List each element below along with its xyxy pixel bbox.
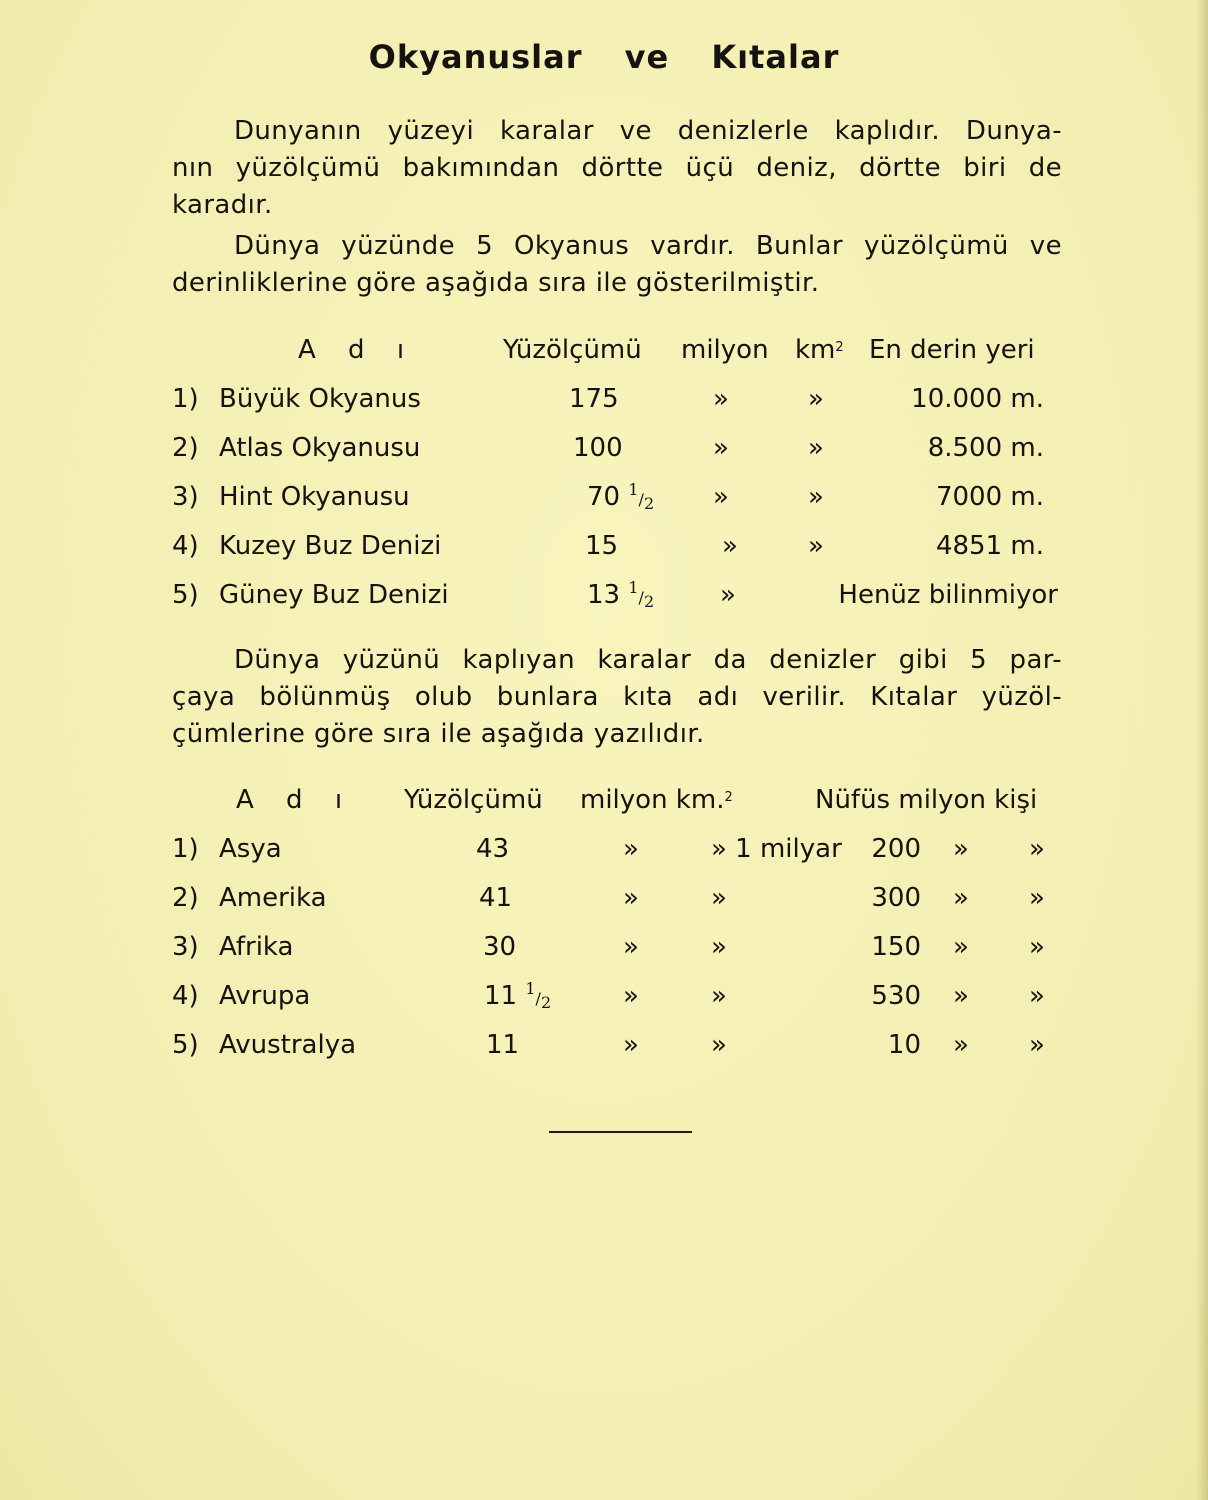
table-row bbox=[0, 927, 1208, 976]
ocean-name: Hint Okyanusu bbox=[219, 482, 410, 512]
ditto-mark-billion: » 1 milyar bbox=[711, 834, 842, 864]
fraction-denominator: 2 bbox=[643, 592, 655, 611]
intro-paragraph bbox=[172, 113, 1062, 224]
fraction-denominator: 2 bbox=[643, 494, 655, 513]
ocean-area bbox=[587, 477, 654, 520]
table-header-row bbox=[0, 330, 1208, 379]
km-label: km bbox=[795, 335, 836, 365]
continents-paragraph bbox=[172, 642, 1062, 753]
ditto-mark: » bbox=[1029, 1030, 1045, 1060]
ditto-mark: » bbox=[713, 482, 729, 512]
continent-population: 150 bbox=[871, 932, 921, 962]
ocean-name: Kuzey Buz Denizi bbox=[219, 531, 442, 561]
ditto-mark: » bbox=[623, 883, 639, 913]
ocean-area bbox=[587, 575, 654, 618]
ocean-area: 15 bbox=[585, 531, 619, 561]
fraction-numerator: 1 bbox=[628, 578, 639, 597]
table-row bbox=[0, 477, 1208, 526]
ditto-mark: » bbox=[711, 981, 727, 1011]
continent-name: Amerika bbox=[219, 883, 327, 913]
continent-area: 30 bbox=[483, 932, 517, 962]
ditto-mark: » bbox=[1029, 883, 1045, 913]
continent-population: 200 bbox=[871, 834, 921, 864]
oceans-paragraph bbox=[172, 228, 1062, 302]
continent-population: 10 bbox=[887, 1030, 921, 1060]
ditto-mark: » bbox=[953, 1030, 969, 1060]
table-row bbox=[0, 428, 1208, 477]
ditto-mark: » bbox=[623, 1030, 639, 1060]
km-superscript: 2 bbox=[724, 790, 733, 805]
ditto-mark: » bbox=[1029, 932, 1045, 962]
continent-population: 300 bbox=[871, 883, 921, 913]
ditto-mark: » bbox=[713, 384, 729, 414]
closing-rule bbox=[549, 1131, 692, 1133]
ditto-mark: » bbox=[1029, 981, 1045, 1011]
col-header-name: A d ı bbox=[298, 335, 417, 365]
ocean-name: Güney Buz Denizi bbox=[219, 580, 449, 610]
row-number: 1) bbox=[172, 384, 199, 414]
col-header-area: Yüzölçümü bbox=[503, 335, 642, 365]
ditto-mark: » bbox=[722, 531, 738, 561]
paragraph-line: nın yüzölçümü bakımından dörtte üçü deniz, dörtte biri de bbox=[172, 153, 1062, 183]
fraction-numerator: 1 bbox=[628, 480, 639, 499]
ditto-mark: » bbox=[953, 981, 969, 1011]
ditto-mark: » bbox=[808, 531, 824, 561]
ditto-mark: » bbox=[808, 433, 824, 463]
ditto-mark: » bbox=[711, 1030, 727, 1060]
row-number: 4) bbox=[172, 531, 199, 561]
paragraph-line: derinliklerine göre aşağıda sıra ile gösterilmiştir. bbox=[172, 268, 820, 298]
continent-area: 41 bbox=[479, 883, 513, 913]
fraction-half: 1/2 bbox=[628, 578, 655, 611]
ocean-depth: 4851 m. bbox=[935, 531, 1044, 561]
continent-name: Avustralya bbox=[219, 1030, 357, 1060]
ocean-depth: 10.000 m. bbox=[911, 384, 1044, 414]
continent-area bbox=[484, 976, 551, 1019]
page-edge-shadow bbox=[1196, 0, 1208, 1500]
continent-name: Avrupa bbox=[219, 981, 311, 1011]
col-header-unit: milyon bbox=[681, 335, 769, 365]
table-row bbox=[0, 829, 1208, 878]
paragraph-line: karadır. bbox=[172, 190, 273, 220]
paragraph-line: Dünya yüzünü kaplıyan karalar da denizler gibi 5 par- bbox=[234, 645, 1062, 675]
km-superscript: 2 bbox=[835, 340, 844, 355]
ditto-mark: » bbox=[953, 834, 969, 864]
ocean-name: Atlas Okyanusu bbox=[219, 433, 421, 463]
col-header-population: Nüfüs milyon kişi bbox=[815, 785, 1038, 815]
paragraph-line: Dünya yüzünde 5 Okyanus vardır. Bunlar yüzölçümü ve bbox=[234, 231, 1062, 261]
ditto-mark: » bbox=[623, 932, 639, 962]
continents-table bbox=[0, 780, 1208, 1074]
col-header-depth: En derin yeri bbox=[869, 335, 1035, 365]
fraction-denominator: 2 bbox=[540, 993, 552, 1012]
ocean-depth: Henüz bilinmiyor bbox=[838, 580, 1058, 610]
col-header-unit bbox=[580, 780, 733, 820]
unit-label: milyon km. bbox=[580, 785, 725, 815]
row-number: 3) bbox=[172, 482, 199, 512]
paragraph-line: Dunyanın yüzeyi karalar ve denizlerle kaplıdır. Dunya- bbox=[234, 116, 1062, 146]
table-row bbox=[0, 1025, 1208, 1074]
ditto-mark: » bbox=[808, 482, 824, 512]
row-number: 3) bbox=[172, 932, 199, 962]
oceans-table bbox=[0, 330, 1208, 624]
ditto-mark: » bbox=[623, 981, 639, 1011]
table-row bbox=[0, 379, 1208, 428]
ditto-mark: » bbox=[713, 433, 729, 463]
page-title: Okyanuslar ve Kıtalar bbox=[368, 38, 840, 76]
table-row bbox=[0, 976, 1208, 1025]
continent-area: 43 bbox=[476, 834, 510, 864]
table-row bbox=[0, 575, 1208, 624]
row-number: 4) bbox=[172, 981, 199, 1011]
row-number: 1) bbox=[172, 834, 199, 864]
continent-name: Asya bbox=[219, 834, 282, 864]
paragraph-line: çaya bölünmüş olub bunlara kıta adı verilir. Kıtalar yüzöl- bbox=[172, 682, 1062, 712]
ditto-mark: » bbox=[623, 834, 639, 864]
col-header-km bbox=[795, 330, 844, 370]
ditto-mark: » bbox=[711, 932, 727, 962]
row-number: 2) bbox=[172, 433, 199, 463]
area-whole: 70 bbox=[587, 482, 621, 512]
area-whole: 11 bbox=[484, 981, 518, 1011]
ditto-mark: » bbox=[953, 932, 969, 962]
continent-population: 530 bbox=[871, 981, 921, 1011]
ocean-area: 175 bbox=[569, 384, 619, 414]
ditto-mark: » bbox=[711, 883, 727, 913]
continent-area: 11 bbox=[486, 1030, 520, 1060]
fraction-half: 1/2 bbox=[628, 480, 655, 513]
paragraph-line: çümlerine göre sıra ile aşağıda yazılıdır. bbox=[172, 719, 705, 749]
table-row bbox=[0, 526, 1208, 575]
ditto-mark: » bbox=[808, 384, 824, 414]
ditto-mark: » bbox=[1029, 834, 1045, 864]
fraction-half: 1/2 bbox=[525, 979, 552, 1012]
col-header-area: Yüzölçümü bbox=[404, 785, 543, 815]
continent-name: Afrika bbox=[219, 932, 294, 962]
fraction-numerator: 1 bbox=[525, 979, 536, 998]
ditto-mark: » bbox=[953, 883, 969, 913]
area-whole: 13 bbox=[587, 580, 621, 610]
table-header-row bbox=[0, 780, 1208, 829]
ocean-depth: 7000 m. bbox=[935, 482, 1044, 512]
row-number: 5) bbox=[172, 580, 199, 610]
table-row bbox=[0, 878, 1208, 927]
ocean-depth: 8.500 m. bbox=[927, 433, 1044, 463]
ditto-mark: » bbox=[720, 580, 736, 610]
row-number: 2) bbox=[172, 883, 199, 913]
row-number: 5) bbox=[172, 1030, 199, 1060]
col-header-name: A d ı bbox=[236, 785, 355, 815]
ocean-area: 100 bbox=[573, 433, 623, 463]
ocean-name: Büyük Okyanus bbox=[219, 384, 421, 414]
